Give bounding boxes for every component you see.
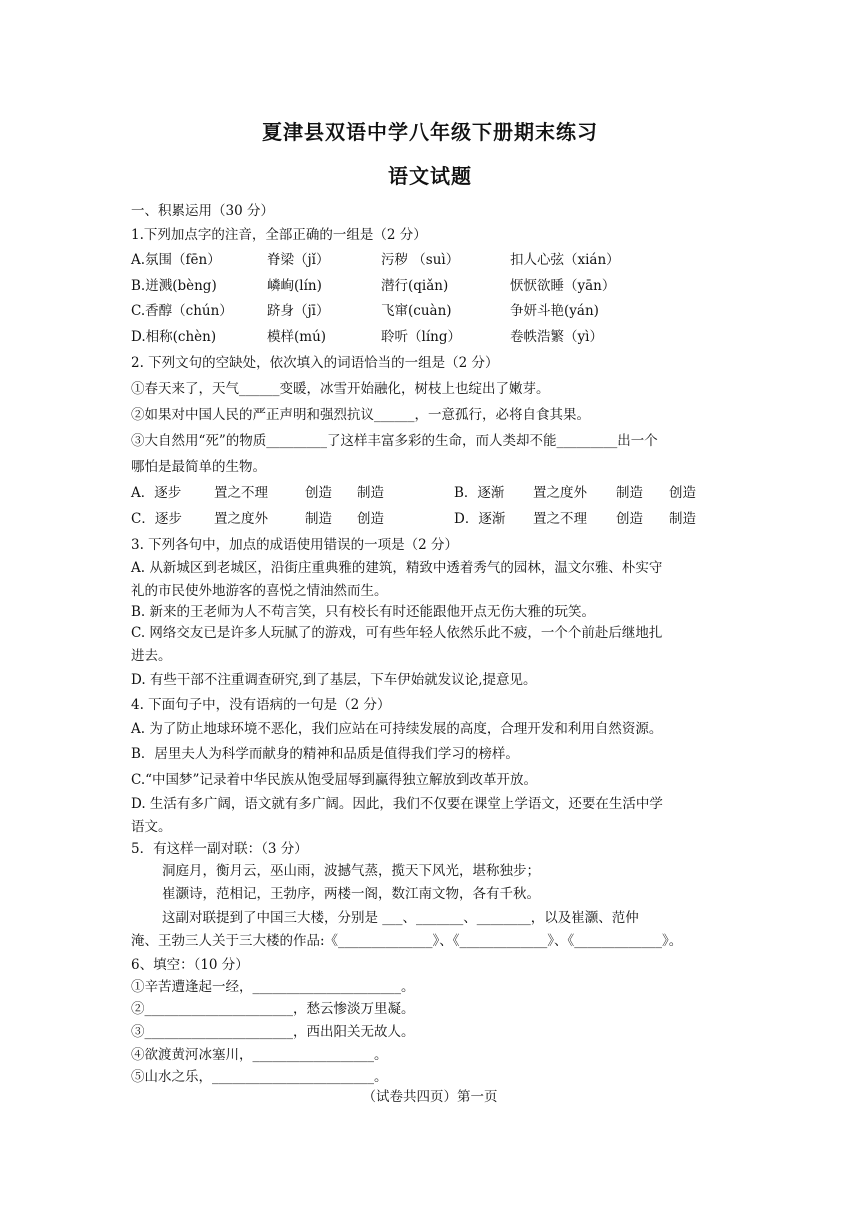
q1-option-d-2: 模样(mú) — [267, 329, 327, 345]
q1-option-b-2: 嶙峋(lín) — [267, 278, 322, 294]
q2-sentence-3-cont: 哪怕是最简单的生物。 — [131, 459, 266, 475]
q3-option-b: B. 新来的王老师为人不苟言笑，只有校长有时还能跟他开点无伤大雅的玩笑。 — [131, 604, 596, 620]
q1-option-b-3: 潜行(qiǎn) — [381, 278, 449, 294]
q3-option-c: C. 网络交友已是许多人玩腻了的游戏，可有些年轻人依然乐此不疲，一个个前赴后继地扎 — [131, 625, 663, 641]
question-2-stem: 2. 下列文句的空缺处，依次填入的词语恰当的一组是（2 分） — [131, 355, 499, 371]
q6-blank-2: ②______________________，愁云惨淡万里凝。 — [131, 1001, 415, 1017]
q1-option-a-4: 扣人心弦（xián） — [510, 252, 620, 268]
page-subtitle: 语文试题 — [388, 164, 472, 188]
q3-option-a: A. 从新城区到老城区，沿街庄重典雅的建筑，精致中透着秀气的园林，温文尔雅、朴实守 — [131, 560, 663, 576]
q5-fill-line-cont: 淹、王勃三人关于三大楼的作品:《______________》、《_____________》、《_____________》。 — [131, 933, 683, 949]
q3-option-c-cont: 进去。 — [131, 648, 172, 664]
q2-option-a-4: 制造 — [357, 485, 384, 501]
q2-option-c-3: 制造 — [305, 511, 332, 527]
q4-option-b: B．居里夫人为科学而献身的精神和品质是值得我们学习的榜样。 — [131, 746, 519, 762]
q2-sentence-3: ③大自然用“死”的物质_________了这样丰富多彩的生命，而人类却不能_________出一个 — [131, 433, 658, 449]
q4-option-d-cont: 语文。 — [131, 819, 172, 835]
q2-option-c-1: C．逐步 — [131, 511, 182, 527]
q2-option-c-2: 置之度外 — [214, 511, 268, 527]
question-1-stem: 1.下列加点字的注音，全部正确的一组是（2 分） — [131, 227, 427, 243]
q5-couplet-1: 洞庭月，衡月云，巫山雨，波撼气蒸，揽天下风光，堪称独步； — [162, 863, 540, 879]
q2-option-c-4: 创造 — [357, 511, 384, 527]
q2-option-b-3: 制造 — [616, 485, 643, 501]
question-5-stem: 5．有这样一副对联：（3 分） — [131, 841, 308, 857]
q5-fill-line: 这副对联提到了中国三大楼，分别是 ___、_______、________，以及崔灏、范仲 — [162, 910, 639, 926]
q2-option-b-1: B．逐渐 — [454, 485, 505, 501]
q6-blank-5: ⑤山水之乐，________________________。 — [131, 1069, 388, 1085]
q2-option-a-3: 创造 — [305, 485, 332, 501]
q1-option-c-3: 飞窜(cuàn) — [381, 303, 452, 319]
q1-option-a-2: 脊梁（jǐ） — [267, 252, 330, 268]
q2-option-b-4: 创造 — [669, 485, 696, 501]
q1-option-a-3: 污秽 （suì） — [381, 252, 460, 268]
page-footer: （试卷共四页）第一页 — [362, 1089, 498, 1105]
q2-option-d-1: D．逐渐 — [454, 511, 506, 527]
q2-option-a-2: 置之不理 — [214, 485, 268, 501]
question-3-stem: 3. 下列各句中，加点的成语使用错误的一项是（2 分） — [131, 537, 459, 553]
q6-blank-4: ④欲渡黄河冰塞川，__________________。 — [131, 1047, 388, 1063]
q2-option-d-4: 制造 — [669, 511, 696, 527]
section-heading: 一、积累运用（30 分） — [131, 203, 274, 219]
q1-option-c-1: C.香醇（chún） — [131, 303, 233, 319]
q1-option-a-1: A.氛围（fēn） — [131, 252, 221, 268]
q5-couplet-2: 崔灏诗，范相记，王勃序，两楼一阁，数江南文物，各有千秋。 — [162, 886, 540, 902]
question-6-stem: 6、填空：（10 分） — [131, 957, 249, 973]
q4-option-d: D. 生活有多广阔，语文就有多广阔。因此，我们不仅要在课堂上学语文，还要在生活中学 — [131, 796, 663, 812]
q2-option-a-1: A．逐步 — [131, 485, 182, 501]
q3-option-a-cont: 礼的市民使外地游客的喜悦之情油然而生。 — [131, 583, 388, 599]
q4-option-c: C.“中国梦”记录着中华民族从饱受屈辱到赢得独立解放到改革开放。 — [131, 772, 537, 788]
q6-blank-3: ③______________________，西出阳关无故人。 — [131, 1024, 415, 1040]
q1-option-d-3: 聆听（líng） — [381, 329, 461, 345]
q1-option-c-2: 跻身（jī） — [267, 303, 330, 319]
q1-option-b-4: 恹恹欲睡（yān） — [510, 278, 616, 294]
q3-option-d: D. 有些干部不注重调查研究,到了基层，下车伊始就发议论,提意见。 — [131, 672, 537, 688]
q1-option-c-4: 争妍斗艳(yán) — [510, 303, 599, 319]
question-4-stem: 4. 下面句子中，没有语病的一句是（2 分） — [131, 697, 391, 713]
page-title: 夏津县双语中学八年级下册期末练习 — [262, 120, 598, 144]
q6-blank-1: ①辛苦遭逢起一经，______________________。 — [131, 979, 415, 995]
q2-option-d-2: 置之不理 — [533, 511, 587, 527]
q2-option-d-3: 创造 — [616, 511, 643, 527]
q1-option-d-1: D.相称(chèn) — [131, 329, 217, 345]
q4-option-a: A. 为了防止地球环境不恶化，我们应站在可持续发展的高度，合理开发和利用自然资源。 — [131, 721, 663, 737]
q2-sentence-2: ②如果对中国人民的严正声明和强烈抗议______，一意孤行，必将自食其果。 — [131, 407, 590, 423]
q2-sentence-1: ①春天来了，天气______变暖，冰雪开始融化，树枝上也绽出了嫩芽。 — [131, 381, 550, 397]
q1-option-d-4: 卷帙浩繁（yì） — [510, 329, 603, 345]
q1-option-b-1: B.迸溅(bèng) — [131, 278, 217, 294]
q2-option-b-2: 置之度外 — [533, 485, 587, 501]
